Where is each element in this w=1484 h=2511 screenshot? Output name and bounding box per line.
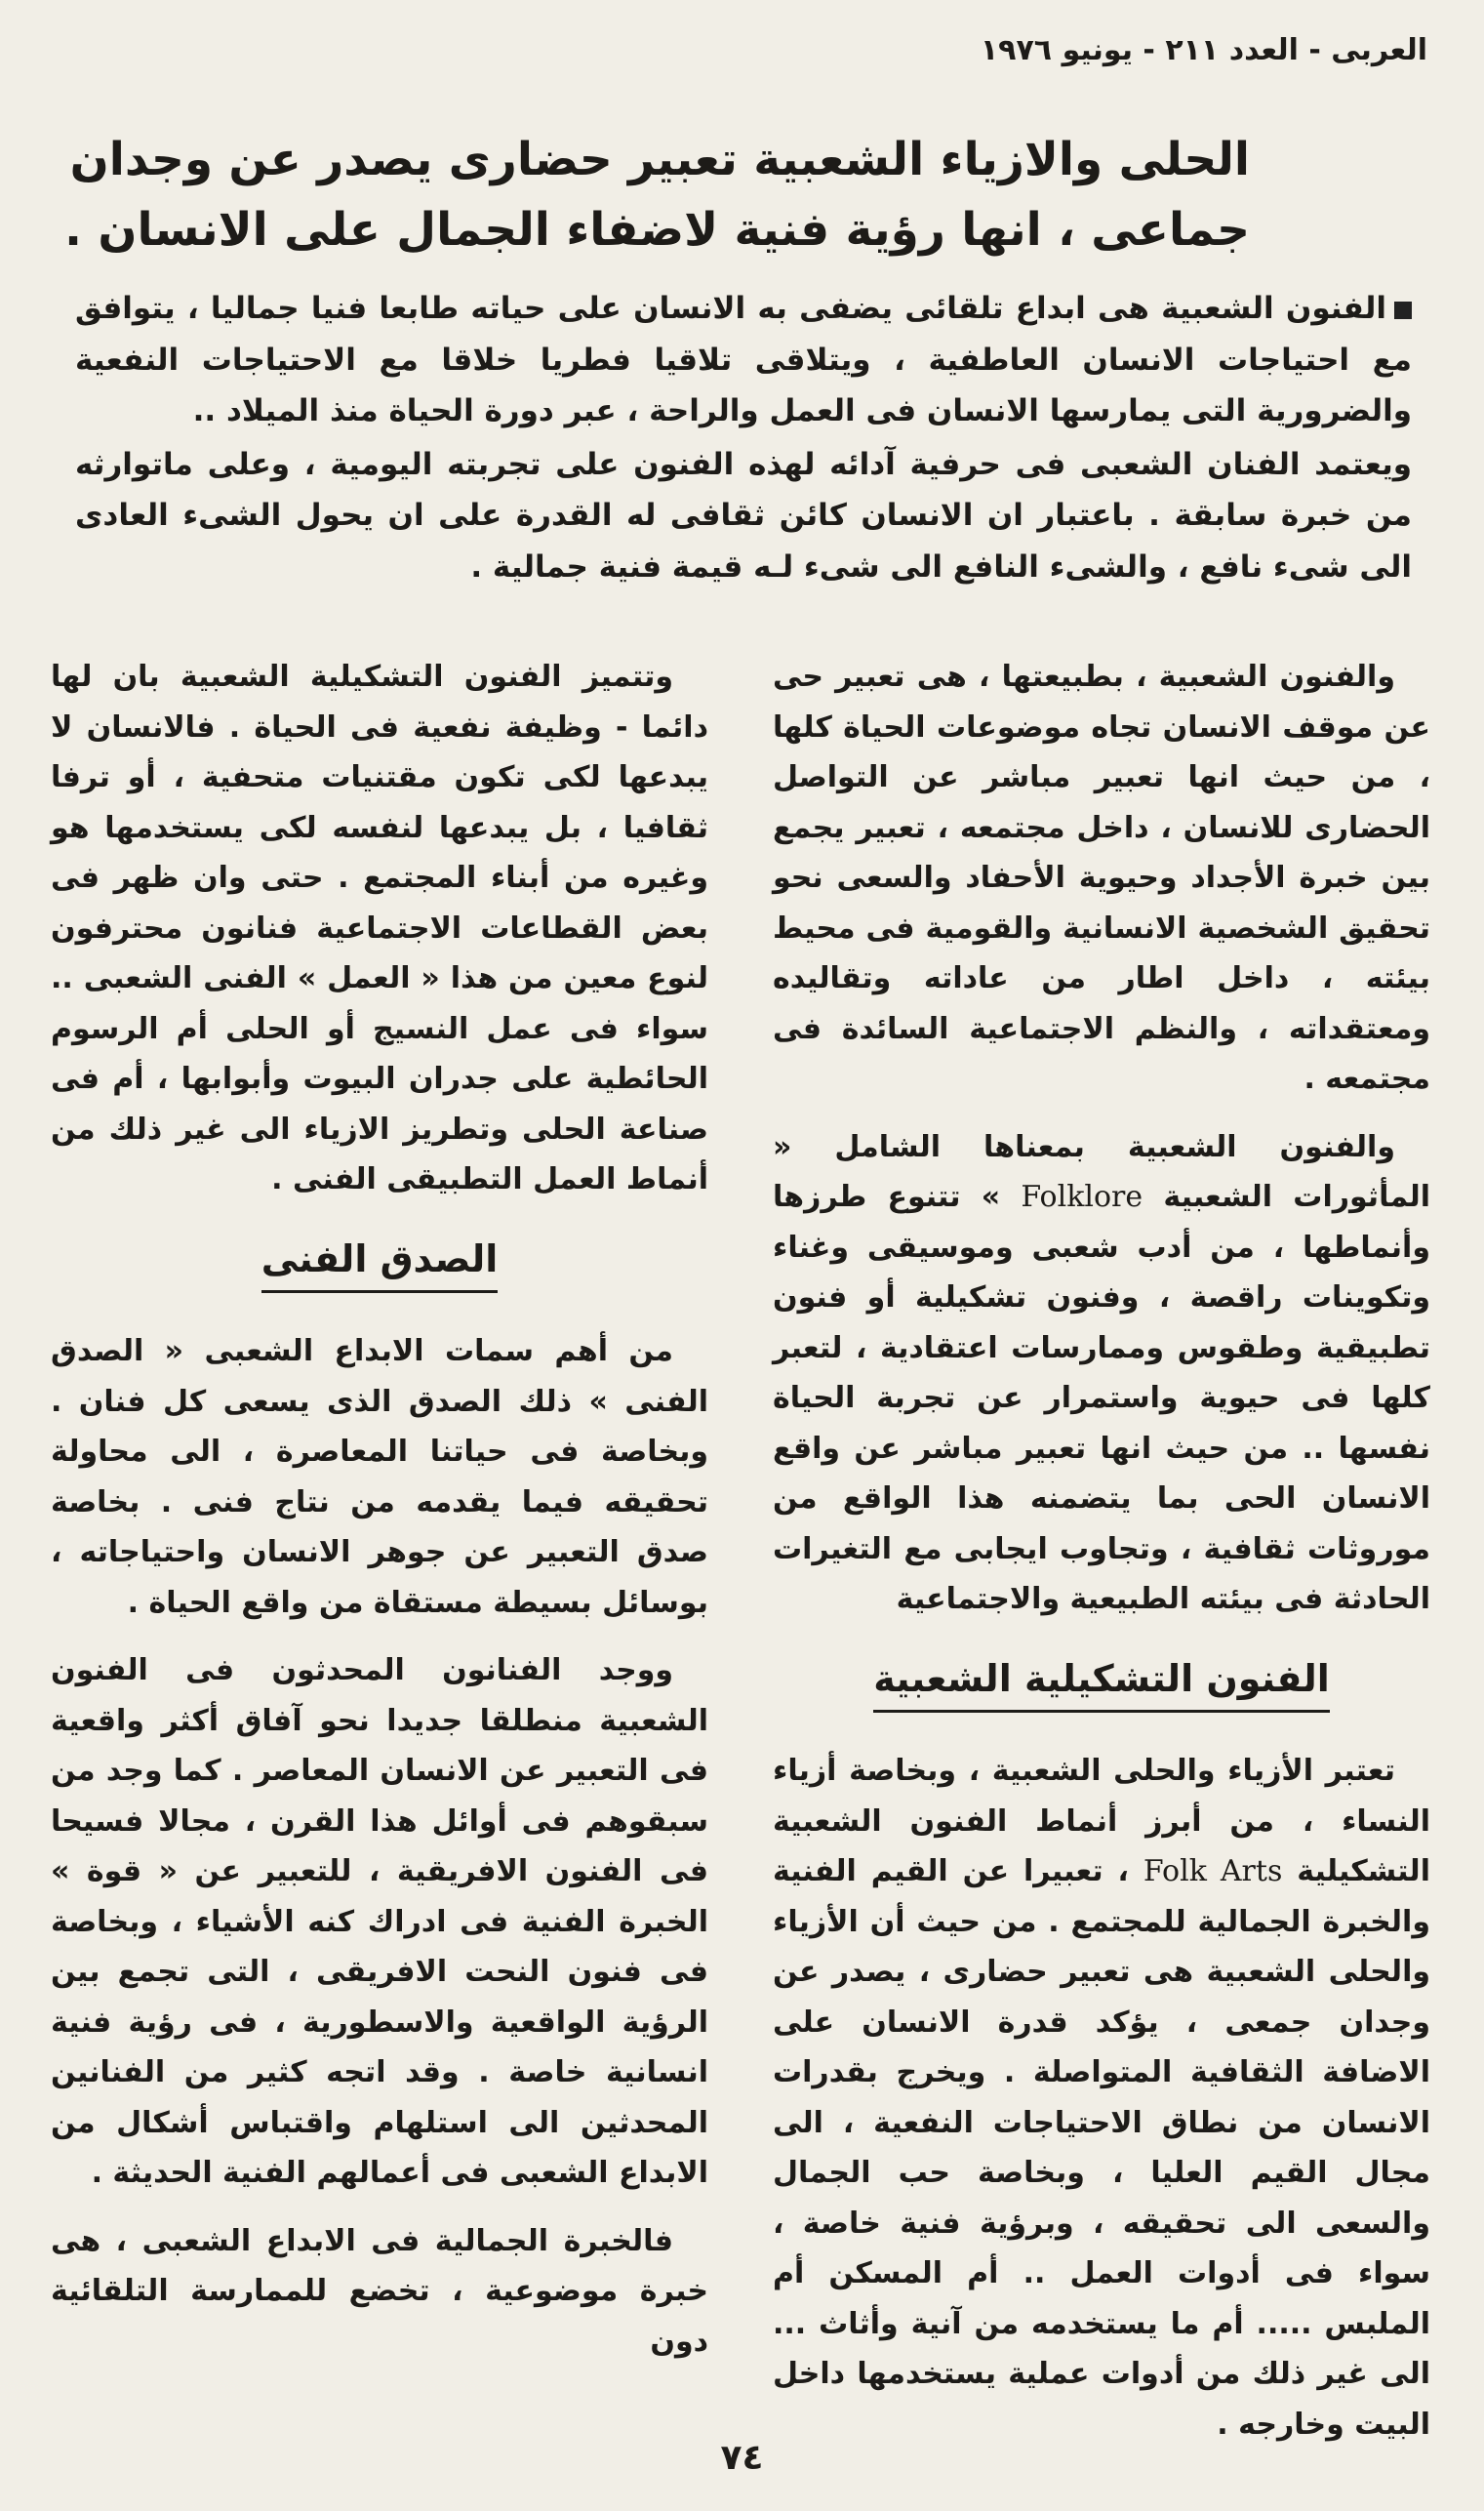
left-paragraph-2: من أهم سمات الابداع الشعبى « الصدق الفنى » ذلك الصدق الذى يسعى كل فنان . وبخاصة فى حياتنا المعاصرة ، الى محاولة تحقيقه فيما يقدمه من نتاج فنى . بخاصة صدق التعبير عن جوهر الانسان واحتياجاته ، بوسائل بسيطة مستقاة من واقع الحياة . [51,1334,708,1620]
title-line-1: الحلى والازياء الشعبية تعبير حضارى يصدر عن وجدان [69,133,1250,186]
running-head: العربى - العدد ٢١١ - يونيو ١٩٧٦ [980,33,1427,67]
intro-paragraph-2: ويعتمد الفنان الشعبى فى حرفية آدائه لهذه الفنون على تجربته اليومية ، وعلى ماتوارثه من خبرة سابقة . باعتبار ان الانسان كائن ثقافى له القدرة على ان يحول الشىء العادى الى شىء نافع ، والشىء النافع الى شىء لـه قيمة فنية جمالية . [75,446,1412,585]
right-paragraph-1: والفنون الشعبية ، بطبيعتها ، هى تعبير حى عن موقف الانسان تجاه موضوعات الحياة كلها ، من حيث انها تعبير مباشر عن التواصل الحضارى للانسان ، داخل مجتمعه ، تعبير يجمع بين خبرة الأجداد وحيوية الأحفاد والسعى نحو تحقيق الشخصية الانسانية والقومية فى محيط بيئته ، داخل اطار من عاداته وتقاليده ومعتقداته ، والنظم الاجتماعية السائدة فى مجتمعه . [773,660,1430,1096]
title-line-2: جماعى ، انها رؤية فنية لاضفاء الجمال على الانسان . [64,203,1250,257]
latin-term-folklore: Folklore [1021,1180,1143,1214]
left-column [51,652,708,2384]
right-paragraph-2: والفنون الشعبية بمعناها الشامل « المأثورات الشعبية Folklore » تتنوع طرزها وأنماطها ، من أدب شعبى وموسيقى وغناء وتكوينات راقصة ، وفنون تشكيلية أو فنون تطبيقية وطقوس وممارسات اعتقادية ، لتعبر كلها فى حيوية واستمرار عن تجربة الحياة نفسها .. من حيث انها تعبير مباشر عن واقع الانسان الحى بما يتضمنه هذا الواقع من موروثات ثقافية ، وتجاوب ايجابى مع التغيرات الحادثة فى بيئته الطبيعية والاجتماعية [773,1129,1430,1616]
section-heading-folk-plastic-arts: الفنون التشكيلية الشعبية [773,1654,1430,1714]
square-bullet-icon [1394,302,1412,319]
left-paragraph-3: ووجد الفنانون المحدثون فى الفنون الشعبية منطلقا جديدا نحو آفاق أكثر واقعية فى التعبير عن الانسان المعاصر . كما وجد من سبقوهم فى أوائل هذا القرن ، مجالا فسيحا فى الفنون الافريقية ، للتعبير عن « قوة » الخبرة الفنية فى ادراك كنه الأشياء ، وبخاصة فى فنون النحت الافريقى ، التى تجمع بين الرؤية الواقعية والاسطورية ، فى رؤية فنية انسانية خاصة . وقد اتجه كثير من الفنانين المحدثين الى استلهام واقتباس أشكال من الابداع الشعبى فى أعمالهم الفنية الحديثة . [51,1653,708,2190]
left-paragraph-1: وتتميز الفنون التشكيلية الشعبية بان لها دائما - وظيفة نفعية فى الحياة . فالانسان لا يبدعها لكى تكون مقتنيات متحفية ، أو ترفا ثقافيا ، بل يبدعها لنفسه لكى يستخدمها هو وغيره من أبناء المجتمع . حتى وان ظهر فى بعض القطاعات الاجتماعية فنانون محترفون لنوع معين من هذا « العمل » الفنى الشعبى .. سواء فى عمل النسيج أو الحلى أم الرسوم الحائطية على جدران البيوت وأبوابها ، أم فى صناعة الحلى وتطريز الازياء الى غير ذلك من أنماط العمل التطبيقى الفنى . [51,660,708,1196]
section-heading-artistic-truth: الصدق الفنى [51,1235,708,1294]
intro-paragraph-1: الفنون الشعبية هى ابداع تلقائى يضفى به الانسان على حياته طابعا فنيا جماليا ، يتوافق مع احتياجات الانسان العاطفية ، ويتلاقى تلاقيا فطريا خلاقا مع الاحتياجات النفعية والضرورية التى يمارسها الانسان فى العمل والراحة ، عبر دورة الحياة منذ الميلاد .. [75,291,1412,428]
right-column [773,652,1430,2467]
right-paragraph-3: تعتبر الأزياء والحلى الشعبية ، وبخاصة أزياء النساء ، من أبرز أنماط الفنون الشعبية التشكيلية Folk Arts ، تعبيرا عن القيم الفنية والخبرة الجمالية للمجتمع . من حيث أن الأزياء والحلى الشعبية هى تعبير حضارى ، يصدر عن وجدان جمعى ، يؤكد قدرة الانسان على الاضافة الثقافية المتواصلة . ويخرج بقدرات الانسان من نطاق الاحتياجات النفعية ، الى مجال القيم العليا ، وبخاصة حب الجمال والسعى الى تحقيقه ، وبرؤية فنية خاصة ، سواء فى أدوات العمل .. أم المسكن أم الملبس ..... أم ما يستخدمه من آنية وأثاث ... الى غير ذلك من أدوات عملية يستخدمها داخل البيت وخارجه . [773,1754,1430,2442]
article-title [64,125,1250,265]
left-paragraph-4: فالخبرة الجمالية فى الابداع الشعبى ، هى خبرة موضوعية ، تخضع للممارسة التلقائية دون [51,2223,708,2359]
latin-term-folk-arts: Folk Arts [1143,1854,1283,1888]
page-number: ٧٤ [720,2438,764,2478]
intro-section [75,283,1412,592]
